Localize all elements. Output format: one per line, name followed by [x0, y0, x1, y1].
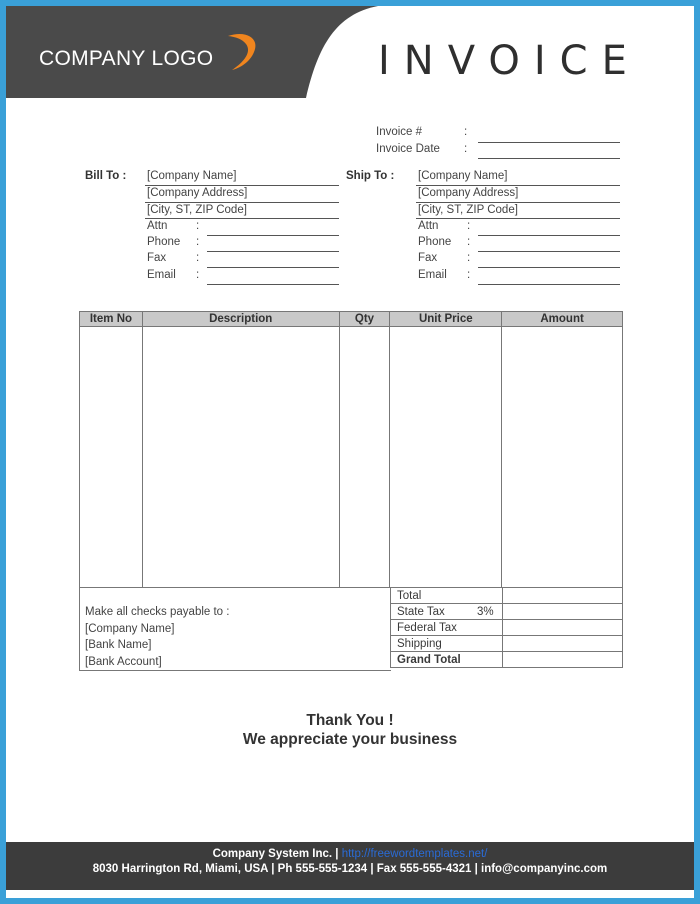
table-row	[391, 620, 623, 636]
grand-total-value[interactable]	[502, 652, 622, 668]
column-header-description: Description	[142, 312, 339, 327]
payable-bank-name: [Bank Name]	[85, 639, 152, 651]
colon: :	[196, 269, 200, 281]
total-value[interactable]	[502, 588, 622, 604]
table-row	[391, 636, 623, 652]
divider	[145, 202, 339, 203]
bill-to-company-address: [Company Address]	[147, 187, 248, 199]
column-header-qty: Qty	[339, 312, 390, 327]
ship-to-email-label: Email	[418, 269, 447, 281]
grand-total-label: Grand Total	[391, 652, 503, 668]
invoice-number-label: Invoice #	[376, 126, 423, 138]
item-no-cell[interactable]	[80, 327, 143, 588]
divider	[145, 218, 339, 219]
federal-tax-value[interactable]	[502, 620, 622, 636]
appreciation-text: We appreciate your business	[242, 731, 458, 748]
state-tax-label: State Tax	[397, 605, 445, 618]
total-label: Total	[391, 588, 503, 604]
bill-to-fax-label: Fax	[147, 252, 167, 264]
column-header-unit-price: Unit Price	[390, 312, 502, 327]
payable-company-name: [Company Name]	[85, 623, 175, 635]
invoice-date-label: Invoice Date	[376, 143, 440, 155]
ship-to-fax-label: Fax	[418, 252, 438, 264]
bill-to-attn-field[interactable]	[207, 235, 339, 236]
footer-company: Company System Inc. |	[212, 848, 339, 860]
ship-to-company-address: [Company Address]	[418, 187, 519, 199]
ship-to-company-name: [Company Name]	[418, 170, 508, 182]
column-header-amount: Amount	[502, 312, 623, 327]
company-logo: COMPANY LOGO	[39, 47, 214, 70]
unit-price-cell[interactable]	[390, 327, 502, 588]
state-tax-rate: 3%	[477, 605, 494, 618]
colon: :	[467, 236, 471, 248]
payable-bank-account: [Bank Account]	[85, 656, 162, 668]
bill-to-phone-field[interactable]	[207, 251, 339, 252]
shipping-label: Shipping	[391, 636, 503, 652]
divider	[416, 202, 620, 203]
description-cell[interactable]	[142, 327, 339, 588]
table-row	[391, 604, 623, 620]
ship-to-city: [City, ST, ZIP Code]	[418, 204, 518, 216]
colon: :	[464, 143, 468, 155]
colon: :	[464, 126, 468, 138]
ship-to-attn-field[interactable]	[478, 235, 620, 236]
table-row	[80, 327, 623, 588]
bill-to-fax-field[interactable]	[207, 267, 339, 268]
colon: :	[467, 220, 471, 232]
invoice-page	[6, 6, 694, 898]
ship-to-fax-field[interactable]	[478, 267, 620, 268]
invoice-number-field[interactable]	[478, 142, 620, 143]
colon: :	[196, 236, 200, 248]
bill-to-label: Bill To :	[85, 170, 127, 182]
shipping-value[interactable]	[502, 636, 622, 652]
footer-url-link[interactable]: http://freewordtemplates.net/	[341, 848, 488, 860]
column-header-item-no: Item No	[80, 312, 143, 327]
footer-company-line	[6, 848, 694, 860]
bill-to-email-field[interactable]	[207, 284, 339, 285]
colon: :	[196, 220, 200, 232]
totals-table	[390, 587, 623, 668]
ship-to-phone-label: Phone	[418, 236, 452, 248]
invoice-date-field[interactable]	[478, 158, 620, 159]
colon: :	[196, 252, 200, 264]
invoice-title: INVOICE	[378, 38, 641, 84]
bill-to-email-label: Email	[147, 269, 176, 281]
state-tax-label-cell	[391, 604, 503, 620]
divider	[145, 185, 339, 186]
ship-to-email-field[interactable]	[478, 284, 620, 285]
table-row	[391, 588, 623, 604]
items-table-header	[80, 312, 623, 327]
divider	[416, 185, 620, 186]
ship-to-phone-field[interactable]	[478, 251, 620, 252]
table-row	[391, 652, 623, 668]
bill-to-city: [City, ST, ZIP Code]	[147, 204, 247, 216]
items-table	[79, 311, 623, 588]
payable-note: Make all checks payable to :	[85, 606, 230, 618]
colon: :	[467, 252, 471, 264]
ship-to-attn-label: Attn	[418, 220, 439, 232]
bill-to-attn-label: Attn	[147, 220, 168, 232]
state-tax-value[interactable]	[502, 604, 622, 620]
ship-to-label: Ship To :	[346, 170, 395, 182]
colon: :	[467, 269, 471, 281]
amount-cell[interactable]	[502, 327, 623, 588]
federal-tax-label: Federal Tax	[391, 620, 503, 636]
bill-to-phone-label: Phone	[147, 236, 181, 248]
thank-you-heading: Thank You !	[306, 712, 394, 729]
divider	[416, 218, 620, 219]
qty-cell[interactable]	[339, 327, 390, 588]
bill-to-company-name: [Company Name]	[147, 170, 237, 182]
footer-address: 8030 Harrington Rd, Miami, USA | Ph 555-555-1234 | Fax 555-555-4321 | info@companyinc.com	[92, 863, 608, 875]
footer-band	[6, 842, 694, 890]
